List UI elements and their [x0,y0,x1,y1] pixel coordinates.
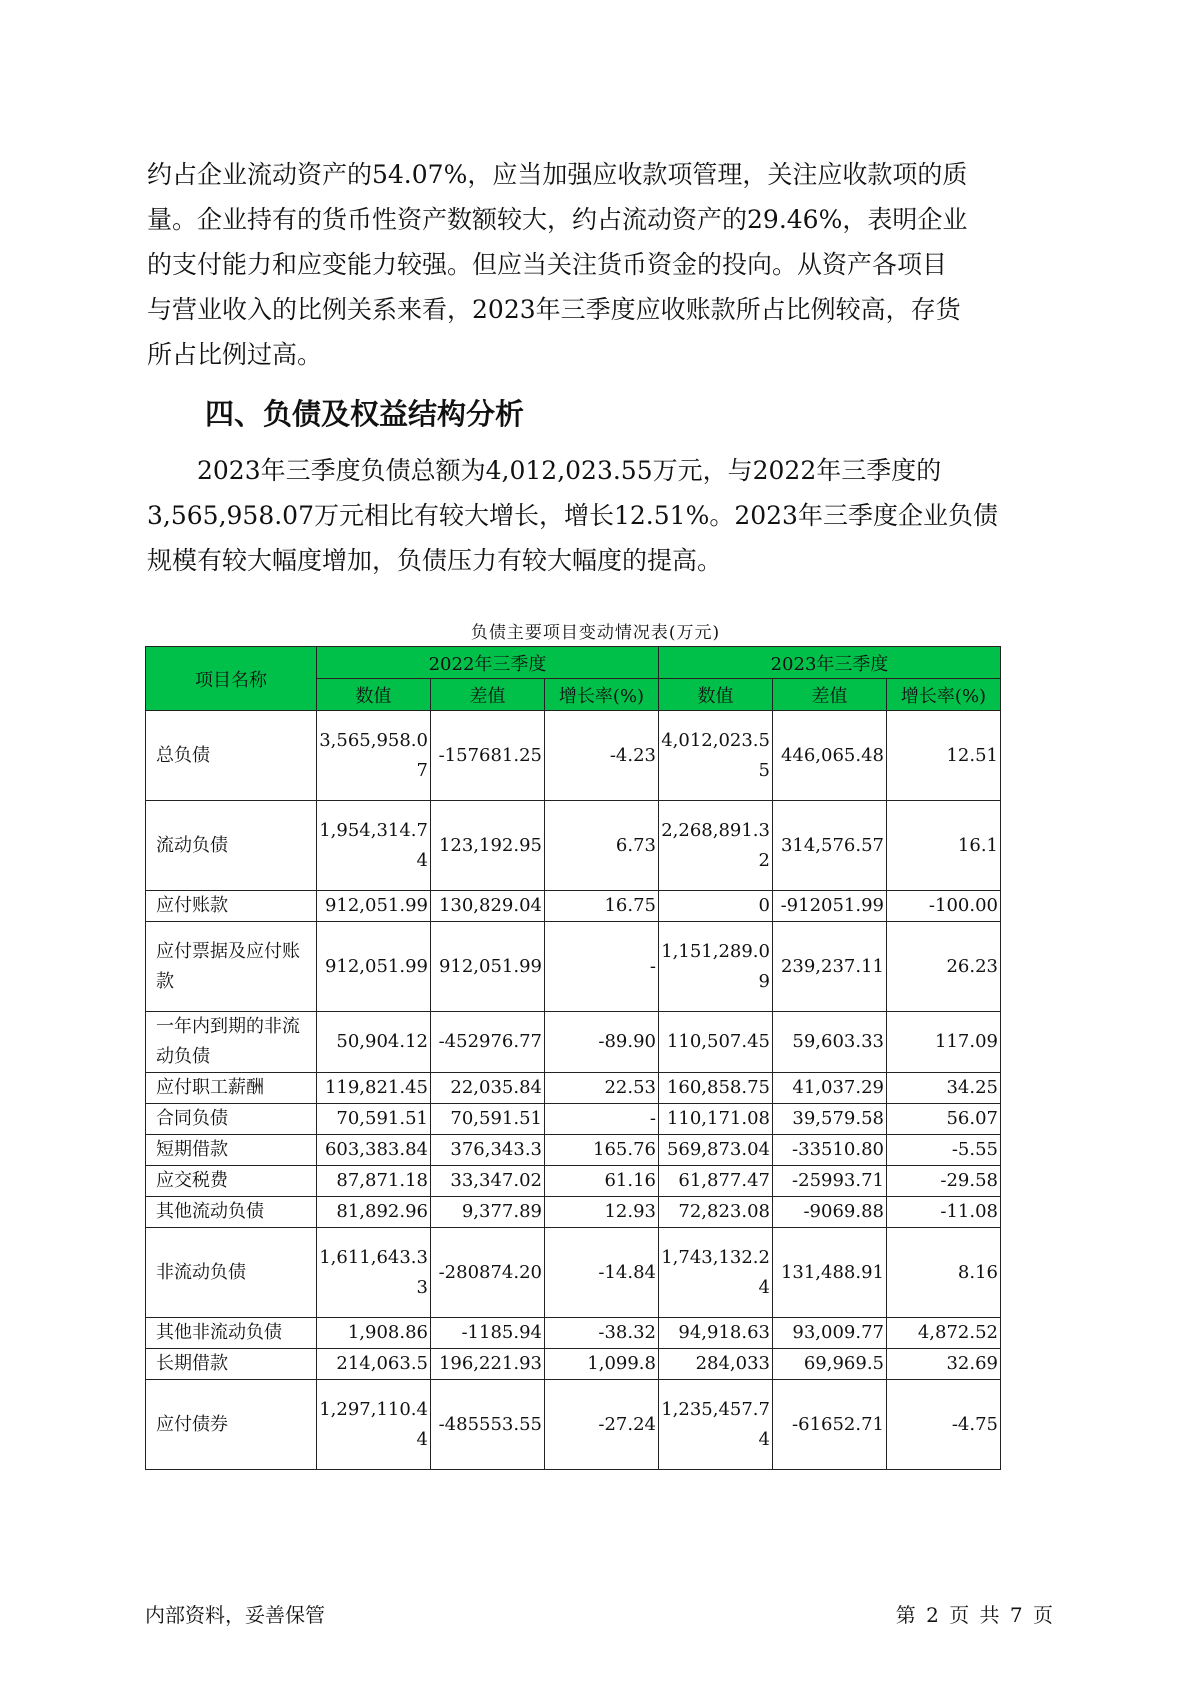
table-row [146,1166,1001,1197]
value-2023-cell: 160,858.75 [659,1073,773,1104]
table-row [146,1318,1001,1349]
diff-2023-cell: 41,037.29 [773,1073,887,1104]
diff-2022-cell: -280874.20 [431,1228,545,1318]
rate-2022-cell: 12.93 [545,1197,659,1228]
value-2022-cell: 119,821.45 [317,1073,431,1104]
header-rate: 增长率(%) [545,679,659,711]
value-2023-cell: 110,171.08 [659,1104,773,1135]
diff-2023-cell: -9069.88 [773,1197,887,1228]
diff-2023-cell: 59,603.33 [773,1012,887,1073]
diff-2023-cell: 131,488.91 [773,1228,887,1318]
item-name-cell: 应付账款 [146,891,317,922]
section-heading: 四、负债及权益结构分析 [205,397,525,431]
diff-2023-cell: 314,576.57 [773,801,887,891]
diff-2022-cell: 912,051.99 [431,922,545,1012]
diff-2022-cell: 9,377.89 [431,1197,545,1228]
table-row [146,801,1001,891]
item-name-cell: 总负债 [146,711,317,801]
rate-2023-cell: 56.07 [887,1104,1001,1135]
diff-2023-cell: -25993.71 [773,1166,887,1197]
diff-2022-cell: -452976.77 [431,1012,545,1073]
paragraph-asset-analysis [147,152,1047,377]
value-2023-cell: 72,823.08 [659,1197,773,1228]
liability-table [145,646,1001,1470]
rate-2022-cell: -27.24 [545,1380,659,1470]
rate-2023-cell: -100.00 [887,891,1001,922]
rate-2023-cell: -29.58 [887,1166,1001,1197]
value-2022-cell: 214,063.5 [317,1349,431,1380]
value-2023-cell: 2,268,891.32 [659,801,773,891]
diff-2022-cell: 33,347.02 [431,1166,545,1197]
rate-2022-cell: 6.73 [545,801,659,891]
diff-2023-cell: -912051.99 [773,891,887,922]
item-name-cell: 流动负债 [146,801,317,891]
rate-2022-cell: -38.32 [545,1318,659,1349]
rate-2023-cell: 117.09 [887,1012,1001,1073]
diff-2022-cell: -1185.94 [431,1318,545,1349]
value-2023-cell: 94,918.63 [659,1318,773,1349]
rate-2023-cell: -11.08 [887,1197,1001,1228]
header-item-name: 项目名称 [146,647,317,711]
header-diff: 差值 [431,679,545,711]
rate-2022-cell: -89.90 [545,1012,659,1073]
item-name-cell: 应付债券 [146,1380,317,1470]
table-row [146,1228,1001,1318]
item-name-cell: 短期借款 [146,1135,317,1166]
table-row [146,1073,1001,1104]
value-2022-cell: 912,051.99 [317,891,431,922]
text-line: 3,565,958.07万元相比有较大增长，增长12.51%。2023年三季度企业负债 [147,501,998,530]
diff-2023-cell: 446,065.48 [773,711,887,801]
value-2023-cell: 284,033 [659,1349,773,1380]
rate-2023-cell: 26.23 [887,922,1001,1012]
item-name-cell: 应付票据及应付账款 [146,922,317,1012]
diff-2022-cell: 123,192.95 [431,801,545,891]
diff-2023-cell: 39,579.58 [773,1104,887,1135]
table-row [146,891,1001,922]
paragraph-liability-summary [147,448,1047,583]
rate-2023-cell: -5.55 [887,1135,1001,1166]
text-line: 所占比例过高。 [147,340,323,369]
header-diff: 差值 [773,679,887,711]
diff-2022-cell: -157681.25 [431,711,545,801]
text-line: 2023年三季度负债总额为4,012,023.55万元，与2022年三季度的 [147,456,942,485]
value-2022-cell: 1,954,314.74 [317,801,431,891]
item-name-cell: 应交税费 [146,1166,317,1197]
table-row [146,1104,1001,1135]
diff-2022-cell: 130,829.04 [431,891,545,922]
rate-2023-cell: 16.1 [887,801,1001,891]
value-2022-cell: 50,904.12 [317,1012,431,1073]
diff-2023-cell: -61652.71 [773,1380,887,1470]
header-value: 数值 [317,679,431,711]
table-row [146,922,1001,1012]
rate-2022-cell: 165.76 [545,1135,659,1166]
table-row [146,1012,1001,1073]
value-2022-cell: 81,892.96 [317,1197,431,1228]
text-line: 的支付能力和应变能力较强。但应当关注货币资金的投向。从资产各项目 [147,250,948,279]
value-2023-cell: 1,235,457.74 [659,1380,773,1470]
value-2022-cell: 912,051.99 [317,922,431,1012]
table-caption: 负债主要项目变动情况表(万元) [470,623,721,643]
value-2023-cell: 61,877.47 [659,1166,773,1197]
rate-2022-cell: 22.53 [545,1073,659,1104]
item-name-cell: 合同负债 [146,1104,317,1135]
diff-2023-cell: 93,009.77 [773,1318,887,1349]
text-line: 规模有较大幅度增加，负债压力有较大幅度的提高。 [147,546,723,575]
header-group-2023: 2023年三季度 [659,647,1001,679]
header-group-2022: 2022年三季度 [317,647,659,679]
header-rate: 增长率(%) [887,679,1001,711]
value-2023-cell: 1,743,132.24 [659,1228,773,1318]
rate-2022-cell: -14.84 [545,1228,659,1318]
table-row [146,1135,1001,1166]
item-name-cell: 一年内到期的非流动负债 [146,1012,317,1073]
value-2023-cell: 1,151,289.09 [659,922,773,1012]
rate-2023-cell: 4,872.52 [887,1318,1001,1349]
value-2022-cell: 87,871.18 [317,1166,431,1197]
rate-2022-cell: 16.75 [545,891,659,922]
text-line: 与营业收入的比例关系来看，2023年三季度应收账款所占比例较高，存货 [147,295,961,324]
rate-2023-cell: 12.51 [887,711,1001,801]
rate-2023-cell: 32.69 [887,1349,1001,1380]
rate-2023-cell: 34.25 [887,1073,1001,1104]
item-name-cell: 应付职工薪酬 [146,1073,317,1104]
diff-2022-cell: -485553.55 [431,1380,545,1470]
table-row [146,711,1001,801]
value-2022-cell: 1,908.86 [317,1318,431,1349]
rate-2022-cell: - [545,922,659,1012]
header-value: 数值 [659,679,773,711]
diff-2022-cell: 196,221.93 [431,1349,545,1380]
rate-2023-cell: -4.75 [887,1380,1001,1470]
rate-2022-cell: -4.23 [545,711,659,801]
rate-2022-cell: - [545,1104,659,1135]
diff-2023-cell: 69,969.5 [773,1349,887,1380]
value-2022-cell: 3,565,958.07 [317,711,431,801]
diff-2022-cell: 70,591.51 [431,1104,545,1135]
text-line: 量。企业持有的货币性资产数额较大，约占流动资产的29.46%，表明企业 [147,205,968,234]
table-row [146,1380,1001,1470]
item-name-cell: 其他非流动负债 [146,1318,317,1349]
item-name-cell: 其他流动负债 [146,1197,317,1228]
item-name-cell: 非流动负债 [146,1228,317,1318]
diff-2023-cell: -33510.80 [773,1135,887,1166]
item-name-cell: 长期借款 [146,1349,317,1380]
value-2023-cell: 110,507.45 [659,1012,773,1073]
footer-confidential: 内部资料，妥善保管 [145,1603,325,1627]
rate-2022-cell: 61.16 [545,1166,659,1197]
diff-2023-cell: 239,237.11 [773,922,887,1012]
rate-2022-cell: 1,099.8 [545,1349,659,1380]
diff-2022-cell: 22,035.84 [431,1073,545,1104]
table-row [146,1349,1001,1380]
value-2023-cell: 569,873.04 [659,1135,773,1166]
value-2022-cell: 603,383.84 [317,1135,431,1166]
diff-2022-cell: 376,343.3 [431,1135,545,1166]
table-row [146,1197,1001,1228]
value-2022-cell: 70,591.51 [317,1104,431,1135]
value-2023-cell: 0 [659,891,773,922]
rate-2023-cell: 8.16 [887,1228,1001,1318]
text-line: 约占企业流动资产的54.07%，应当加强应收款项管理，关注应收款项的质 [147,160,968,189]
footer-page-number: 第 2 页 共 7 页 [895,1603,1053,1627]
value-2022-cell: 1,611,643.33 [317,1228,431,1318]
value-2022-cell: 1,297,110.44 [317,1380,431,1470]
value-2023-cell: 4,012,023.55 [659,711,773,801]
